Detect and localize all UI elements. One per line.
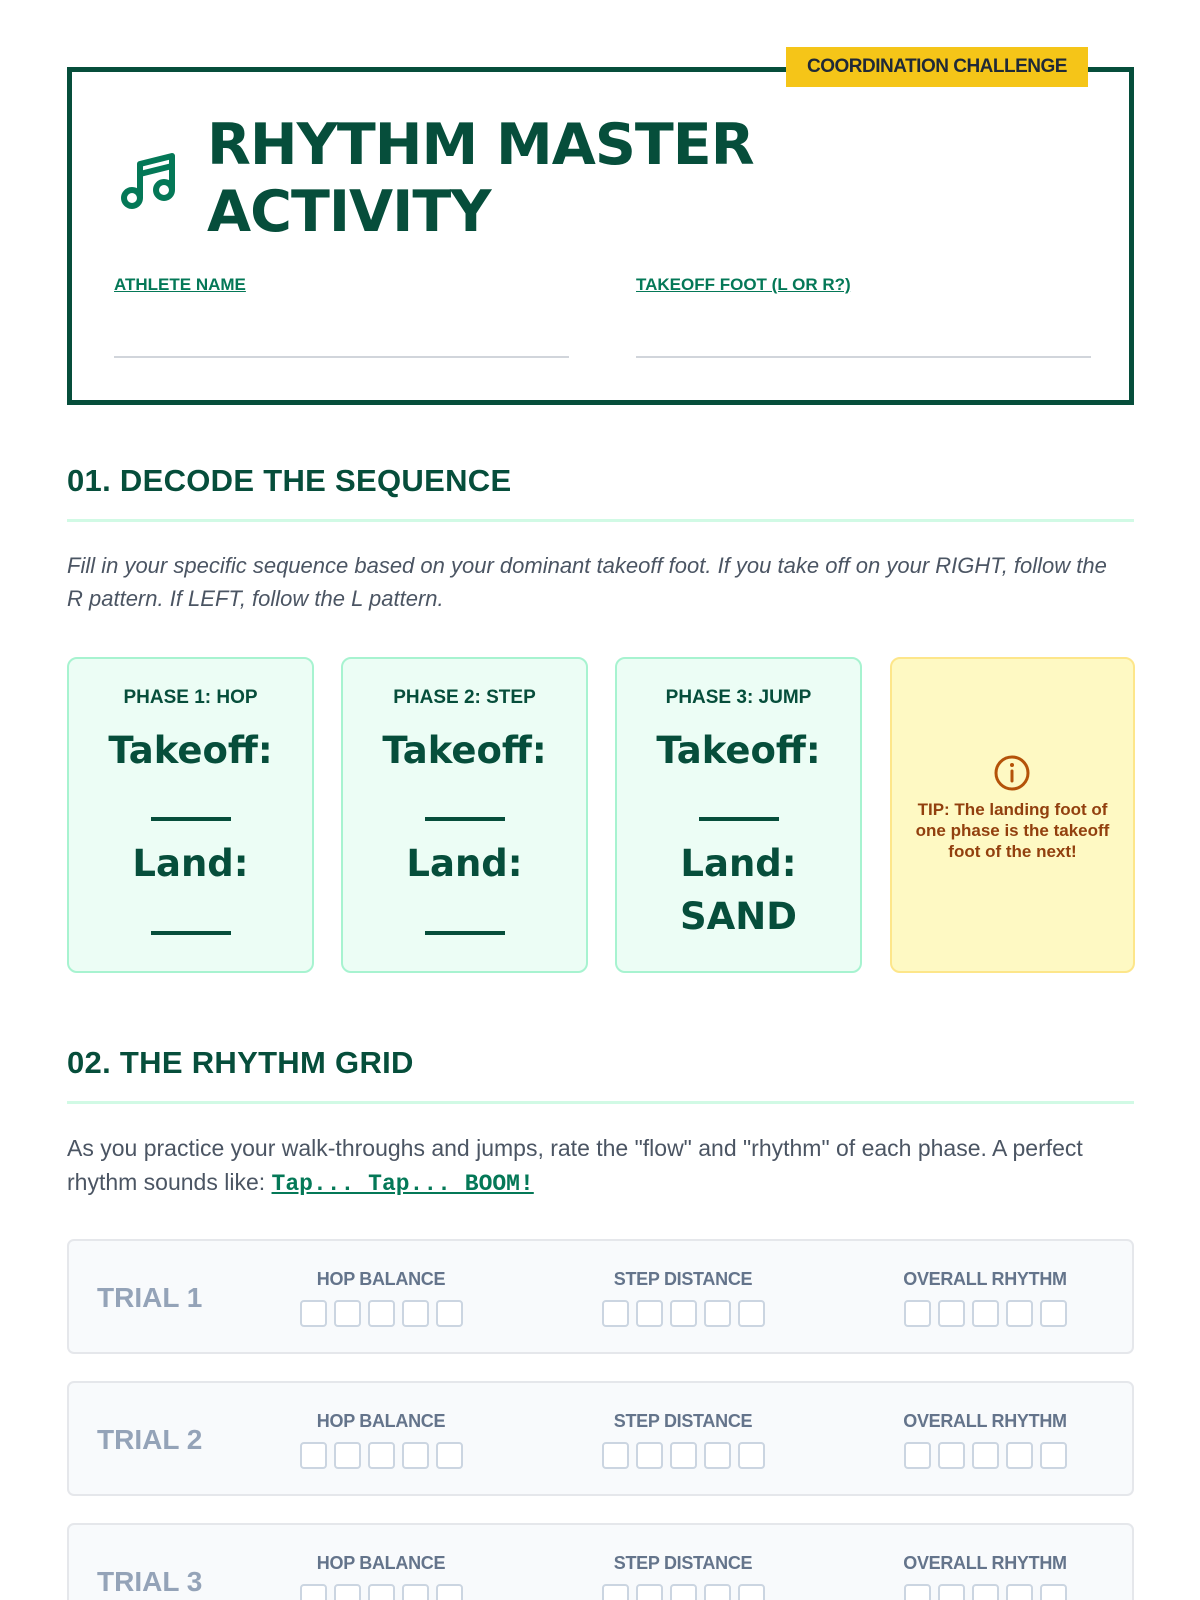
phase-title: PHASE 2: STEP xyxy=(393,687,536,708)
rating-box[interactable] xyxy=(602,1300,629,1327)
athlete-name-field[interactable] xyxy=(114,356,569,358)
section-2-divider xyxy=(67,1101,1134,1104)
metric-label: OVERALL RHYTHM xyxy=(903,1269,1067,1289)
rhythm-sound: Tap... Tap... BOOM! xyxy=(271,1171,534,1197)
takeoff-label: Takeoff: xyxy=(382,729,547,772)
rating-box[interactable] xyxy=(704,1300,731,1327)
rating-box[interactable] xyxy=(704,1442,731,1469)
metric-label: HOP BALANCE xyxy=(316,1411,446,1431)
page-title-line-2: ACTIVITY xyxy=(207,179,491,245)
page-title xyxy=(207,112,907,246)
takeoff-foot-field[interactable] xyxy=(636,356,1091,358)
land-blank[interactable] xyxy=(425,931,505,935)
rating-box[interactable] xyxy=(1006,1300,1033,1327)
metric-hop-balance xyxy=(281,1411,481,1469)
metric-overall-rhythm xyxy=(885,1269,1085,1327)
metric-step-distance xyxy=(583,1411,783,1469)
rating-box[interactable] xyxy=(972,1300,999,1327)
rating-box[interactable] xyxy=(368,1584,395,1600)
tip-text: TIP: The landing foot of one phase is the takeoff foot of the next! xyxy=(915,800,1110,861)
section-2-description xyxy=(67,1131,1137,1201)
metric-label: STEP DISTANCE xyxy=(613,1411,753,1431)
rating-box[interactable] xyxy=(670,1584,697,1600)
trial-row xyxy=(67,1239,1134,1354)
rating-box[interactable] xyxy=(1040,1300,1067,1327)
music-note-icon xyxy=(118,150,178,212)
land-label: Land: xyxy=(680,842,797,885)
phase-card-step xyxy=(341,657,588,973)
metric-label: OVERALL RHYTHM xyxy=(903,1553,1067,1573)
rating-box[interactable] xyxy=(402,1300,429,1327)
rating-box[interactable] xyxy=(738,1442,765,1469)
section-1-title: 01. DECODE THE SEQUENCE xyxy=(67,463,512,498)
rating-box[interactable] xyxy=(436,1442,463,1469)
rating-box[interactable] xyxy=(738,1584,765,1600)
takeoff-blank[interactable] xyxy=(425,817,505,821)
takeoff-blank[interactable] xyxy=(151,817,231,821)
metric-hop-balance xyxy=(281,1269,481,1327)
rating-box[interactable] xyxy=(904,1300,931,1327)
takeoff-blank[interactable] xyxy=(699,817,779,821)
rating-box[interactable] xyxy=(436,1300,463,1327)
rating-box[interactable] xyxy=(904,1442,931,1469)
page-title-line-1: RHYTHM MASTER xyxy=(207,112,754,178)
rating-box[interactable] xyxy=(300,1300,327,1327)
section-1-divider xyxy=(67,519,1134,522)
metric-label: OVERALL RHYTHM xyxy=(903,1411,1067,1431)
rating-box[interactable] xyxy=(972,1584,999,1600)
rating-box[interactable] xyxy=(972,1442,999,1469)
tip-card xyxy=(890,657,1135,973)
metric-label: STEP DISTANCE xyxy=(613,1553,753,1573)
metric-label: STEP DISTANCE xyxy=(613,1269,753,1289)
metric-overall-rhythm xyxy=(885,1411,1085,1469)
trial-label: TRIAL 1 xyxy=(97,1282,203,1313)
rating-box[interactable] xyxy=(904,1584,931,1600)
rating-box[interactable] xyxy=(636,1442,663,1469)
takeoff-label: Takeoff: xyxy=(656,729,821,772)
rating-box[interactable] xyxy=(334,1300,361,1327)
metric-step-distance xyxy=(583,1269,783,1327)
rating-box[interactable] xyxy=(402,1442,429,1469)
rating-box[interactable] xyxy=(938,1300,965,1327)
trial-row xyxy=(67,1381,1134,1496)
section-2-title: 02. THE RHYTHM GRID xyxy=(67,1045,414,1080)
rating-box[interactable] xyxy=(938,1442,965,1469)
rating-box[interactable] xyxy=(704,1584,731,1600)
rhythm-description-text: As you practice your walk-throughs and jumps, rate the "flow" and "rhythm" of each phase. A perfect rhythm sounds like: xyxy=(67,1135,1083,1195)
rating-box[interactable] xyxy=(602,1584,629,1600)
metric-overall-rhythm xyxy=(885,1553,1085,1600)
rating-box[interactable] xyxy=(670,1442,697,1469)
land-value: SAND xyxy=(680,895,797,938)
takeoff-label: Takeoff: xyxy=(108,729,273,772)
rating-box[interactable] xyxy=(402,1584,429,1600)
rating-box[interactable] xyxy=(300,1442,327,1469)
land-label: Land: xyxy=(132,842,249,885)
metric-step-distance xyxy=(583,1553,783,1600)
challenge-badge: COORDINATION CHALLENGE xyxy=(786,47,1088,87)
rating-box[interactable] xyxy=(300,1584,327,1600)
athlete-name-label: ATHLETE NAME xyxy=(114,275,246,294)
takeoff-foot-label: TAKEOFF FOOT (L OR R?) xyxy=(636,275,851,294)
rating-box[interactable] xyxy=(334,1584,361,1600)
trial-label: TRIAL 3 xyxy=(97,1566,203,1597)
rating-box[interactable] xyxy=(602,1442,629,1469)
rating-box[interactable] xyxy=(636,1584,663,1600)
metric-label: HOP BALANCE xyxy=(316,1553,446,1573)
rating-box[interactable] xyxy=(1040,1442,1067,1469)
phase-title: PHASE 1: HOP xyxy=(123,687,258,708)
rating-box[interactable] xyxy=(738,1300,765,1327)
rating-box[interactable] xyxy=(670,1300,697,1327)
rating-box[interactable] xyxy=(368,1300,395,1327)
rating-box[interactable] xyxy=(636,1300,663,1327)
land-label: Land: xyxy=(406,842,523,885)
rating-box[interactable] xyxy=(938,1584,965,1600)
phase-card-jump xyxy=(615,657,862,973)
land-blank[interactable] xyxy=(151,931,231,935)
rating-box[interactable] xyxy=(436,1584,463,1600)
metric-label: HOP BALANCE xyxy=(316,1269,446,1289)
section-1-instructions: Fill in your specific sequence based on your dominant takeoff foot. If you take off on your RIGHT, follow the R pattern. If LEFT, follow the L pattern. xyxy=(67,553,1107,611)
rating-box[interactable] xyxy=(1006,1584,1033,1600)
phase-card-hop xyxy=(67,657,314,973)
phase-title: PHASE 3: JUMP xyxy=(665,687,812,708)
rating-box[interactable] xyxy=(334,1442,361,1469)
rating-box[interactable] xyxy=(1040,1584,1067,1600)
rating-box[interactable] xyxy=(1006,1442,1033,1469)
metric-hop-balance xyxy=(281,1553,481,1600)
trial-row xyxy=(67,1523,1134,1600)
trial-label: TRIAL 2 xyxy=(97,1424,203,1455)
rating-box[interactable] xyxy=(368,1442,395,1469)
info-icon xyxy=(992,753,1032,793)
